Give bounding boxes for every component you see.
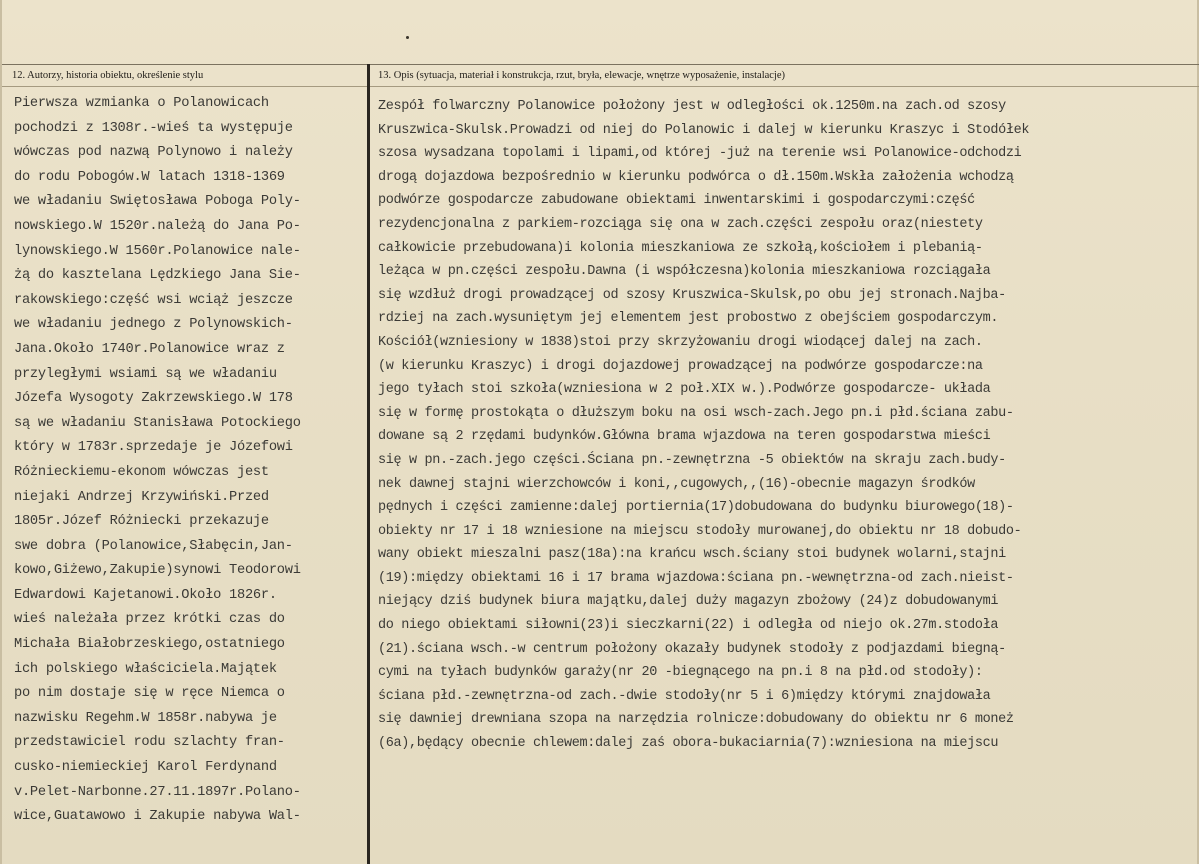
text-line: wice,Guatawowo i Zakupie nabywa Wal-	[14, 809, 301, 825]
text-line: są we władaniu Stanisława Potockiego	[14, 415, 301, 431]
text-line: wieś należała przez krótki czas do	[14, 612, 285, 628]
text-line: przedstawiciel rodu szlachty fran-	[14, 735, 285, 751]
text-line: leżąca w pn.części zespołu.Dawna (i współczesna)kolonia mieszkaniowa rozciągała	[378, 264, 991, 280]
text-line: się wzdłuż drogi prowadzącej od szosy Kruszwica-Skulsk,po obu jej stronach.Najba-	[378, 287, 1006, 303]
text-line: wany obiekt mieszalni pasz(18a):na krańcu wsch.ściany stoi budynek wolarni,stajni	[378, 547, 1006, 563]
text-line: lynowskiego.W 1560r.Polanowice nale-	[14, 243, 301, 259]
text-line: się dawniej drewniana szopa na narzędzia rolnicze:dobudowany do obiektu nr 6 moneż	[378, 712, 1014, 728]
text-line: pędnych i części zamienne:dalej portiernia(17)dobudowana do budynku biurowego(18)-	[378, 500, 1014, 516]
text-line: nek dawnej stajni wierzchowców i koni,,cugowych,,(16)-obecnie magazyn środków	[378, 476, 975, 492]
text-line: do rodu Pobogów.W latach 1318-1369	[14, 169, 285, 185]
text-line: rdziej na zach.wysuniętym jej elementem jest probostwo z obejściem gospodarczym.	[378, 311, 999, 327]
text-line: całkowicie przebudowana)i kolonia mieszkaniowa ze szkołą,kościołem i plebanią-	[378, 240, 983, 256]
text-line: swe dobra (Polanowice,Słabęcin,Jan-	[14, 538, 293, 554]
text-line: nazwisku Regehm.W 1858r.nabywa je	[14, 710, 277, 726]
text-line: Michała Białobrzeskiego,ostatniego	[14, 637, 285, 653]
text-line: kowo,Giżewo,Zakupie)synowi Teodorowi	[14, 563, 301, 579]
text-line: Józefa Wysogoty Zakrzewskiego.W 178	[14, 391, 293, 407]
text-line: we władaniu jednego z Polynowskich-	[14, 317, 293, 333]
text-line: jego tyłach stoi szkoła(wzniesiona w 2 poł.XIX w.).Podwórze gospodarcze- układa	[378, 382, 991, 398]
text-line: (19):między obiektami 16 i 17 brama wjazdowa:ściana pn.-wewnętrzna-od zach.nieist-	[378, 570, 1014, 586]
text-line: wówczas pod nazwą Polynowo i należy	[14, 145, 293, 161]
section-13-heading: 13. Opis (sytuacja, materiał i konstrukcja, rzut, bryła, elewacje, wnętrze wyposażenie, instalacje)	[378, 70, 786, 81]
text-line: v.Pelet-Narbonne.27.11.1897r.Polano-	[14, 784, 301, 800]
history-text-column	[14, 92, 364, 830]
text-line: który w 1783r.sprzedaje je Józefowi	[14, 440, 293, 456]
text-line: rezydencjonalna z parkiem-rozciąga się ona w zach.części zespołu oraz(niestety	[378, 216, 983, 232]
text-line: Kruszwica-Skulsk.Prowadzi od niej do Polanowic i dalej w kierunku Kraszyc i Stodółek	[378, 122, 1030, 138]
text-line: Różnieckiemu-ekonom wówczas jest	[14, 464, 269, 480]
text-line: się w pn.-zach.jego części.Ściana pn.-zewnętrzna -5 obiektów na skraju zach.budy-	[378, 452, 1006, 468]
text-line: (w kierunku Kraszyc) i drogi dojazdowej prowadzącej na podwórze gospodarcze:na	[378, 358, 983, 374]
text-line: (6a),będący obecnie chlewem:dalej zaś obora-bukaciarnia(7):wzniesiona na miejscu	[378, 736, 999, 752]
text-line: niejaki Andrzej Krzywiński.Przed	[14, 489, 269, 505]
text-line: we władaniu Swiętosława Poboga Poly-	[14, 194, 301, 210]
text-line: przyległymi wsiami są we władaniu	[14, 366, 277, 382]
text-line: podwórze gospodarcze zabudowane obiektami inwentarskimi i gospodarczymi:część	[378, 193, 975, 209]
text-line: Edwardowi Kajetanowi.Około 1826r.	[14, 587, 277, 603]
description-text-column	[378, 95, 1198, 756]
text-line: cusko-niemieckiej Karol Ferdynand	[14, 760, 277, 776]
text-line: Zespół folwarczny Polanowice położony jest w odległości ok.1250m.na zach.od szosy	[378, 99, 1006, 114]
text-line: Jana.Około 1740r.Polanowice wraz z	[14, 341, 285, 357]
text-line: do niego obiektami siłowni(23)i sieczkarni(22) i odległa od niejo ok.27m.stodoła	[378, 618, 999, 634]
text-line: Pierwsza wzmianka o Polanowicach	[14, 96, 269, 111]
text-line: drogą dojazdowa bezpośrednio w kierunku podwórca o dł.150m.Wskła założenia wchodzą	[378, 169, 1014, 185]
top-rule	[2, 64, 1199, 65]
text-line: 1805r.Józef Różniecki przekazuje	[14, 514, 269, 530]
text-line: ściana płd.-zewnętrzna-od zach.-dwie stodoły(nr 5 i 6)między którymi znajdowała	[378, 688, 991, 704]
text-line: cymi na tyłach budynków garaży(nr 20 -biegnącego na pn.i 8 na płd.od stodoły):	[378, 665, 983, 681]
column-divider	[367, 64, 370, 864]
text-line: pochodzi z 1308r.-wieś ta występuje	[14, 120, 293, 136]
text-line: niejący dziś budynek biura majątku,dalej duży magazyn zbożowy (24)z dobudowanymi	[378, 594, 999, 610]
text-line: się w formę prostokąta o dłuższym boku na osi wsch-zach.Jego pn.i płd.ściana zabu-	[378, 405, 1014, 421]
text-line: żą do kasztelana Lędzkiego Jana Sie-	[14, 268, 301, 284]
text-line: dowane są 2 rzędami budynków.Główna brama wjazdowa na teren gospodarstwa mieści	[378, 429, 991, 445]
text-line: obiekty nr 17 i 18 wzniesione na miejscu stodoły murowanej,do obiektu nr 18 dobudo-	[378, 523, 1022, 539]
text-line: (21).ściana wsch.-w centrum położony okazały budynek stodoły z podjazdami biegną-	[378, 641, 1006, 657]
ink-dot	[406, 36, 409, 39]
text-line: ich polskiego właściciela.Majątek	[14, 661, 277, 677]
header-underline	[2, 86, 1199, 87]
section-12-heading: 12. Autorzy, historia obiektu, określenie stylu	[12, 70, 204, 81]
text-line: po nim dostaje się w ręce Niemca o	[14, 686, 285, 702]
text-line: rakowskiego:część wsi wciąż jeszcze	[14, 292, 293, 308]
text-line: Kościół(wzniesiony w 1838)stoi przy skrzyżowaniu drogi wiodącej dalej na zach.	[378, 334, 983, 350]
text-line: nowskiego.W 1520r.należą do Jana Po-	[14, 218, 301, 234]
text-line: szosa wysadzana topolami i lipami,od której -już na terenie wsi Polanowice-odchodzi	[378, 146, 1022, 162]
